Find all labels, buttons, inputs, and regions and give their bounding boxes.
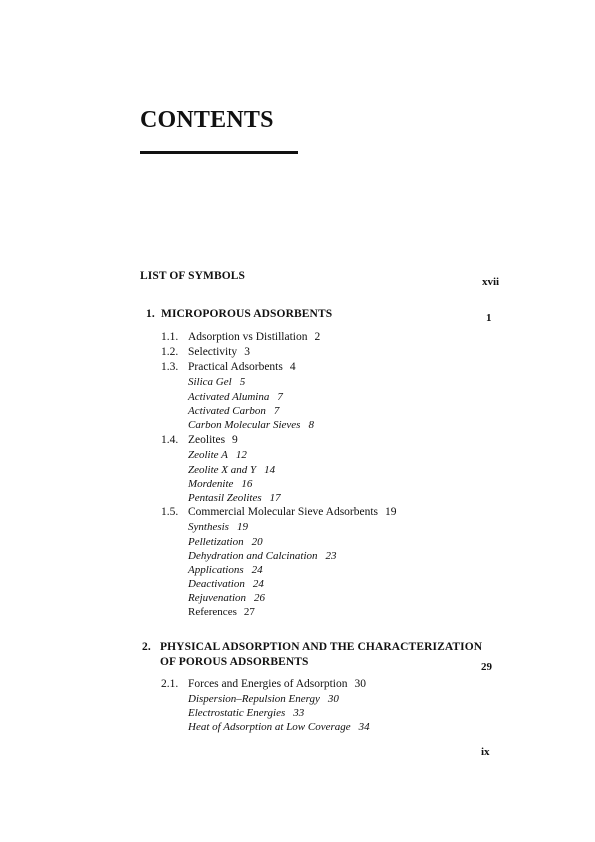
page-folio: ix: [481, 746, 490, 758]
subsection-page: 14: [264, 464, 276, 476]
subsection-title: Zeolite A: [188, 449, 228, 461]
section-number: 1.3.: [161, 361, 179, 373]
toc-chapter-1[interactable]: [146, 308, 332, 320]
toc-subsection[interactable]: [188, 405, 279, 417]
subsection-page: 33: [293, 707, 305, 719]
subsection-title: Zeolite X and Y: [188, 464, 257, 476]
section-number: 1.1.: [161, 331, 179, 343]
section-page: 3: [244, 346, 250, 358]
toc-page-number: 1: [486, 312, 492, 324]
toc-references[interactable]: [188, 606, 255, 618]
subsection-page: 24: [251, 564, 263, 576]
chapter-number: 1.: [146, 308, 155, 320]
subsection-page: 26: [254, 592, 266, 604]
toc-section-1-5[interactable]: [161, 506, 397, 518]
toc-subsection[interactable]: [188, 693, 339, 705]
section-title: Zeolites: [188, 434, 226, 446]
toc-subsection[interactable]: [188, 707, 304, 719]
subsection-title: Deactivation: [188, 578, 245, 590]
subsection-title: Activated Carbon: [188, 405, 266, 417]
toc-subsection[interactable]: [188, 521, 248, 533]
section-page: 2: [314, 331, 321, 343]
toc-subsection[interactable]: [188, 478, 252, 490]
toc-subsection[interactable]: [188, 492, 281, 504]
title-underline: [140, 151, 298, 154]
toc-entry-list-of-symbols[interactable]: [140, 270, 245, 282]
subsection-page: 8: [308, 419, 314, 431]
subsection-title: Activated Alumina: [188, 391, 270, 403]
section-title: Commercial Molecular Sieve Adsorbents: [188, 506, 379, 518]
section-title: Adsorption vs Distillation: [188, 331, 308, 343]
toc-section-1-3[interactable]: [161, 361, 296, 373]
page-title: CONTENTS: [140, 107, 274, 133]
section-number: 2.1.: [161, 678, 179, 690]
toc-subsection[interactable]: [188, 464, 275, 476]
subsection-title: Synthesis: [188, 521, 229, 533]
section-title: Selectivity: [188, 346, 238, 358]
toc-section-1-4[interactable]: [161, 434, 238, 446]
toc-chapter-2[interactable]: [142, 641, 482, 653]
subsection-page: 23: [325, 550, 337, 562]
subsection-page: 19: [236, 521, 248, 533]
toc-subsection[interactable]: [188, 391, 283, 403]
toc-subsection[interactable]: [188, 578, 264, 590]
section-number: 1.4.: [161, 434, 179, 446]
subsection-page: 5: [239, 376, 246, 388]
section-number: 1.2.: [161, 346, 179, 358]
subsection-title: Rejuvenation: [188, 592, 247, 604]
subsection-page: 12: [235, 449, 247, 461]
subsection-page: 24: [252, 578, 264, 590]
toc-subsection[interactable]: [188, 592, 265, 604]
subsection-page: 30: [327, 693, 339, 705]
subsection-page: 17: [269, 492, 281, 504]
subsection-title: Pentasil Zeolites: [188, 492, 262, 504]
subsection-page: 16: [241, 478, 253, 490]
references-title: References: [188, 606, 237, 618]
chapter-number: 2.: [142, 641, 151, 653]
toc-section-1-2[interactable]: [161, 346, 250, 358]
toc-subsection[interactable]: [188, 721, 370, 733]
subsection-page: 7: [273, 405, 280, 417]
subsection-title: Dispersion–Repulsion Energy: [188, 693, 320, 705]
subsection-title: Dehydration and Calcination: [188, 550, 318, 562]
toc-subsection[interactable]: [188, 536, 263, 548]
section-title: Forces and Energies of Adsorption: [188, 678, 348, 690]
toc-section-2-1[interactable]: [161, 678, 366, 690]
subsection-title: Applications: [188, 564, 244, 576]
section-page: 19: [385, 506, 397, 518]
chapter-title: MICROPOROUS ADSORBENTS: [161, 308, 333, 320]
section-page: 30: [354, 678, 366, 690]
subsection-title: Heat of Adsorption at Low Coverage: [188, 721, 351, 733]
toc-page-number: 29: [481, 661, 492, 673]
toc-subsection[interactable]: [188, 564, 263, 576]
toc-section-1-1[interactable]: [161, 331, 320, 343]
subsection-title: Mordenite: [188, 478, 234, 490]
subsection-title: Electrostatic Energies: [188, 707, 286, 719]
toc-subsection[interactable]: [188, 449, 247, 461]
subsection-title: Pelletization: [188, 536, 244, 548]
subsection-title: Silica Gel: [188, 376, 232, 388]
toc-subsection[interactable]: [188, 419, 314, 431]
chapter-title-line2: OF POROUS ADSORBENTS: [160, 656, 309, 668]
toc-page-number: xvii: [482, 276, 500, 288]
toc-subsection[interactable]: [188, 376, 245, 388]
section-title: Practical Adsorbents: [188, 361, 283, 373]
subsection-page: 34: [358, 721, 370, 733]
toc-entry-label: LIST OF SYMBOLS: [140, 270, 246, 282]
subsection-page: 7: [277, 391, 283, 403]
chapter-title-line1: PHYSICAL ADSORPTION AND THE CHARACTERIZATION: [160, 641, 483, 653]
section-page: 4: [289, 361, 296, 373]
toc-subsection[interactable]: [188, 550, 337, 562]
subsection-page: 20: [251, 536, 263, 548]
section-number: 1.5.: [161, 506, 179, 518]
section-page: 9: [232, 434, 238, 446]
references-page: 27: [243, 606, 255, 618]
subsection-title: Carbon Molecular Sieves: [188, 419, 301, 431]
